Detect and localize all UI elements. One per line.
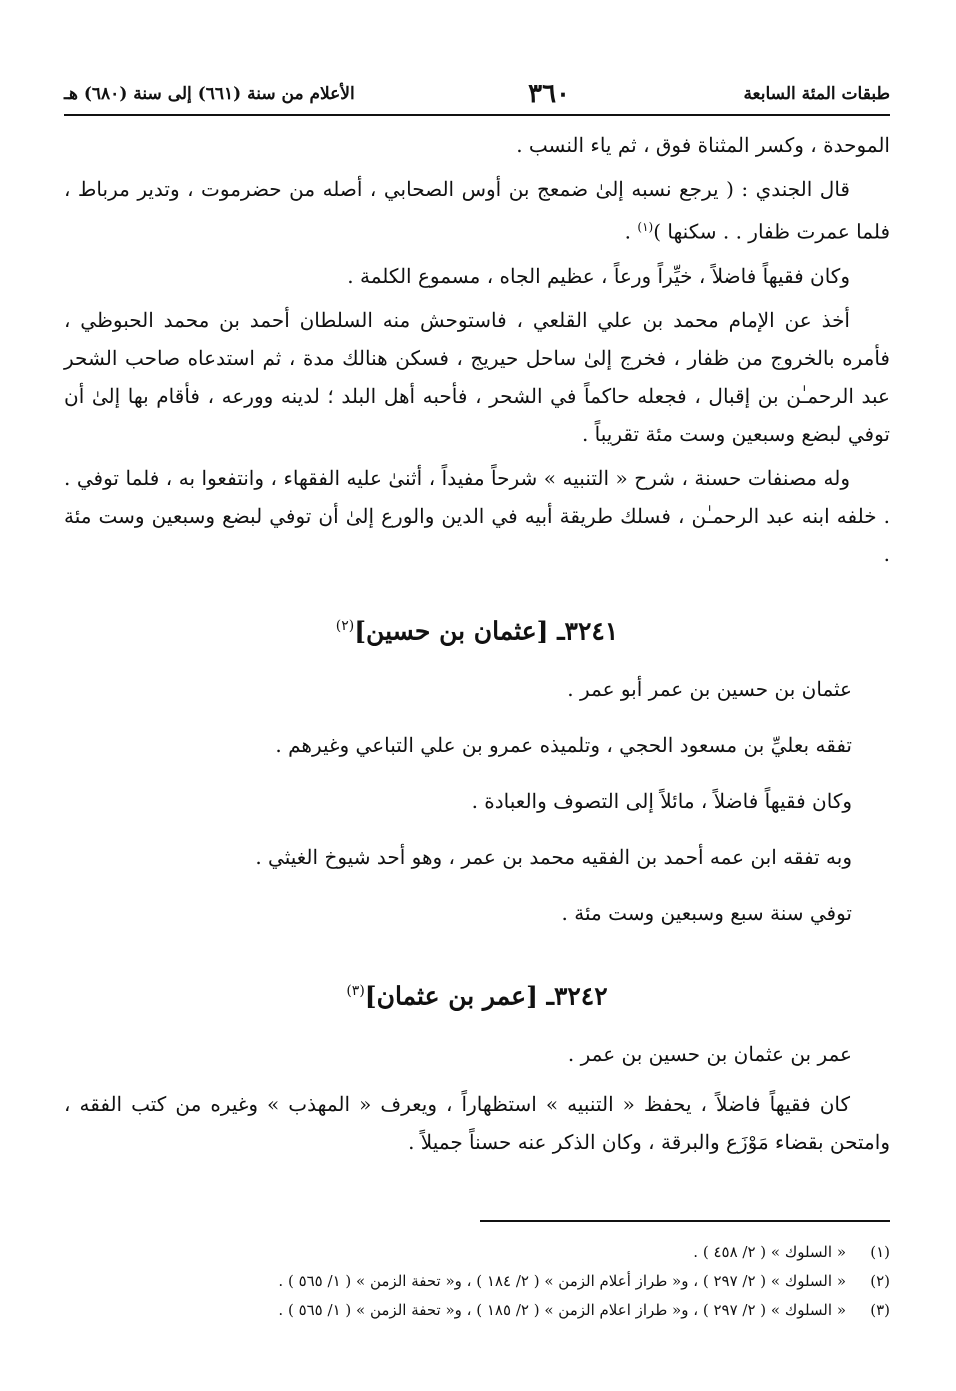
entry-3241-line: عثمان بن حسين بن عمر أبو عمر . [567,676,852,701]
entry-3242-title-text: ٣٢٤٢ـ [عمر بن عثمان] [364,981,608,1011]
paragraph-4: أخذ عن الإمام محمد بن علي القلعي ، فاستوحش منه السلطان أحمد بن محمد الحبوظي ، فأمره بالخروج من ظفار ، فخرج إلىٰ ساحل حيريج ، فسكن هنالك مدة ، ثم استدعاه صاحب الشحر عبد الرحمـٰن بن إقبال ، فجعله حاكماً في الشحر ، فأحبه أهل البلد ؛ لدينه وورعه ، فأقام بها إلىٰ أن توفي لبضع وسبعين وست مئة تقريباً . [64,307,890,446]
page-body [64,126,890,1167]
footnote-text: « السلوك » ( ٢/ ٤٥٨ ) . [693,1243,846,1261]
footnote [64,1238,890,1267]
paragraph-5: وله مصنفات حسنة ، شرح « التنبيه » شرحاً مفيداً ، أثنىٰ عليه الفقهاء ، وانتفعوا به ، فلما توفي . . خلفه ابنه عبد الرحمـٰن ، فسلك طريقة أبيه في الدين والورع إلىٰ أن توفي لبضع وسبعين وست مئة . [64,465,890,566]
footnote-ref-1: (١) [637,220,654,234]
footnote-text: « السلوك » ( ٢/ ٢٩٧ ) ، و« طراز أعلام الزمن » ( ٢/ ١٨٤ ) ، و« تحفة الزمن » ( ١/ ٥٦٥ ) . [278,1272,846,1290]
entry-3241-line: وبه تفقه ابن عمه أحمد بن الفقيه محمد بن عمر ، وهو أحد شيوخ الغيثي . [255,844,852,869]
book-part-title: طبقات المئة السابعة [743,84,890,104]
footnote-text: « السلوك » ( ٢/ ٢٩٧ ) ، و« طراز اعلام الزمن » ( ٢/ ١٨٥ ) ، و« تحفة الزمن » ( ١/ ٥٦٥ ) . [278,1301,846,1319]
era-range-title: الأعلام من سنة (٦٦١) إلى سنة (٦٨٠) هـ [64,84,355,104]
entry-3241-line: وكان فقيهاً فاضلاً ، مائلاً إلى التصوف والعبادة . [471,788,852,813]
paragraph-2 [64,170,890,251]
footnote-number: (٣) [870,1301,890,1319]
footnotes [64,1238,890,1325]
entry-3241-line: تفقه بعليِّ بن مسعود الحجي ، وتلميذه عمرو بن علي التباعي وغيرهم . [275,732,852,757]
running-header [64,74,890,116]
footnote [64,1267,890,1296]
entry-3242-line: عمر بن عثمان بن حسين بن عمر . [567,1042,852,1067]
footnote-number: (٢) [870,1272,890,1290]
paragraph-3: وكان فقيهاً فاضلاً ، خيِّراً ورعاً ، عظيم الجاه ، مسموع الكلمة . [347,263,850,288]
page-number: ٣٦٠ [528,79,571,109]
footnote-number: (١) [870,1243,890,1261]
footnote-separator [480,1220,890,1222]
entry-3241-line: توفي سنة سبع وسبعين وست مئة . [561,900,852,925]
entry-3241-title [64,607,890,650]
entry-3242-title [64,972,890,1015]
paragraph-2-text: قال الجندي : ( يرجع نسبه إلىٰ ضمعج بن أوس الصحابي ، أصله من حضرموت ، وتدير مرباط ، فلما عمرت ظفار . . سكنها ) [64,177,890,244]
paragraph-2-end: . [624,219,638,244]
entry-3242-paragraph: كان فقيهاً فاضلاً ، يحفظ « التنبيه » استظهاراً ، ويعرف « المهذب » وغيره من كتب الفقه ، وامتحن بقضاء مَوْزَع والبرقة ، وكان الذكر عنه حسناً جميلاً . [64,1092,890,1155]
footnote-ref-3: (٣) [346,982,365,999]
entry-3241-title-text: ٣٢٤١ـ [عثمان بن حسين] [354,615,619,645]
footnote-ref-2: (٢) [335,617,355,634]
paragraph-1: الموحدة ، وكسر المثناة فوق ، ثم ياء النسب . [516,133,890,157]
footnote [64,1296,890,1325]
